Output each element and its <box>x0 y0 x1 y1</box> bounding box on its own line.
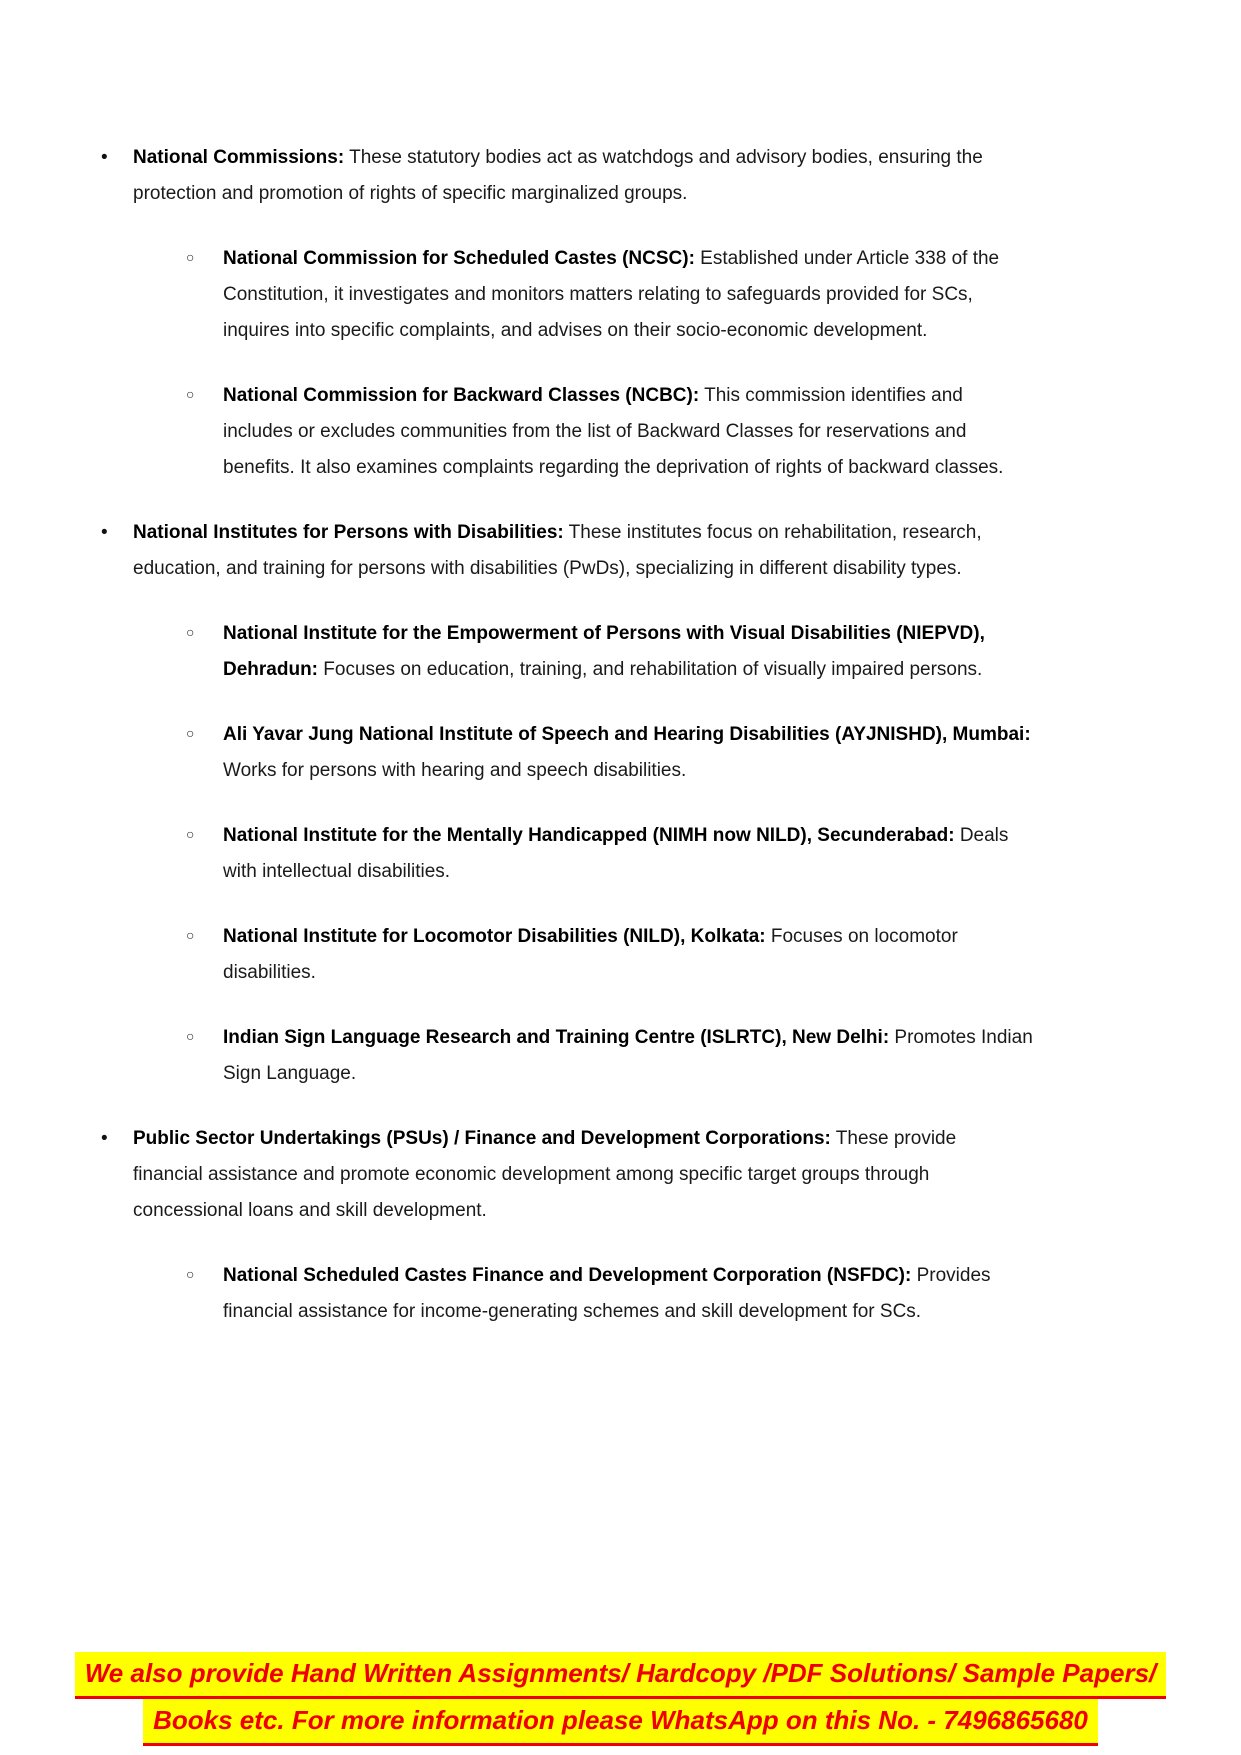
sub-list <box>0 1258 1241 1330</box>
promo-line-2: Books etc. For more information please WhatsApp on this No. - 7496865680 <box>143 1699 1098 1746</box>
sub-list-item <box>0 818 1241 890</box>
circle-bullet-icon: ○ <box>186 927 195 943</box>
item-description: Established under Article 338 of the Constitution, it investigates and monitors matters relating to safeguards provided for SCs, inquires into specific complaints, and advises on their socio-economic development. <box>223 248 1000 341</box>
paragraph <box>0 616 1241 688</box>
sub-list-item <box>0 1020 1241 1092</box>
item-description: These statutory bodies act as watchdogs and advisory bodies, ensuring the protection and promotion of rights of specific marginalized groups. <box>133 147 983 204</box>
circle-bullet-icon: ○ <box>186 1266 195 1282</box>
document-body <box>0 140 1241 1359</box>
item-description: These provide financial assistance and promote economic development among specific target groups through concessional loans and skill development. <box>133 1128 957 1221</box>
paragraph <box>0 919 1241 991</box>
sub-list-item <box>0 241 1241 349</box>
sub-list-item <box>0 378 1241 486</box>
sub-list <box>0 241 1241 486</box>
sub-list <box>0 616 1241 1092</box>
item-heading: National Institute for the Empowerment of Persons with Visual Disabilities (NIEPVD), Dehradun: <box>223 623 985 680</box>
circle-bullet-icon: ○ <box>186 624 195 640</box>
bullet-icon: • <box>101 147 108 168</box>
item-heading: National Scheduled Castes Finance and Development Corporation (NSFDC): <box>223 1265 912 1286</box>
paragraph <box>0 515 1241 587</box>
sub-list-item <box>0 616 1241 688</box>
item-heading: Public Sector Undertakings (PSUs) / Finance and Development Corporations: <box>133 1128 831 1149</box>
paragraph <box>0 1258 1241 1330</box>
circle-bullet-icon: ○ <box>186 249 195 265</box>
sub-list-item <box>0 919 1241 991</box>
sub-list-item <box>0 717 1241 789</box>
item-description: These institutes focus on rehabilitation, research, education, and training for persons with disabilities (PwDs), specializing in different disability types. <box>133 522 982 579</box>
item-heading: National Institutes for Persons with Disabilities: <box>133 522 564 543</box>
paragraph <box>0 818 1241 890</box>
paragraph <box>0 717 1241 789</box>
circle-bullet-icon: ○ <box>186 1028 195 1044</box>
item-description: Promotes Indian Sign Language. <box>223 1027 1033 1084</box>
list-item <box>0 515 1241 1092</box>
sub-list-item <box>0 1258 1241 1330</box>
item-description: Deals with intellectual disabilities. <box>223 825 1009 882</box>
bullet-icon: • <box>101 1128 108 1149</box>
item-heading: Indian Sign Language Research and Training Centre (ISLRTC), New Delhi: <box>223 1027 890 1048</box>
item-description: Focuses on education, training, and rehabilitation of visually impaired persons. <box>318 659 983 680</box>
promo-banner <box>0 1652 1241 1746</box>
paragraph <box>0 1121 1241 1229</box>
list-item <box>0 140 1241 486</box>
doc-list <box>0 140 1241 1330</box>
paragraph <box>0 241 1241 349</box>
item-description: Focuses on locomotor disabilities. <box>223 926 958 983</box>
list-item <box>0 1121 1241 1330</box>
item-description: Provides financial assistance for income-generating schemes and skill development for SCs. <box>223 1265 991 1322</box>
promo-line-1: We also provide Hand Written Assignments/ Hardcopy /PDF Solutions/ Sample Papers/ <box>75 1652 1167 1699</box>
item-heading: National Institute for Locomotor Disabilities (NILD), Kolkata: <box>223 926 766 947</box>
bullet-icon: • <box>101 522 108 543</box>
item-heading: Ali Yavar Jung National Institute of Speech and Hearing Disabilities (AYJNISHD), Mumbai: <box>223 724 1031 745</box>
item-description: This commission identifies and includes or excludes communities from the list of Backward Classes for reservations and benefits. It also examines complaints regarding the deprivation of rights of backward classes. <box>223 385 1004 478</box>
circle-bullet-icon: ○ <box>186 725 195 741</box>
item-heading: National Commission for Backward Classes (NCBC): <box>223 385 700 406</box>
item-heading: National Commissions: <box>133 147 345 168</box>
circle-bullet-icon: ○ <box>186 826 195 842</box>
item-heading: National Commission for Scheduled Castes (NCSC): <box>223 248 695 269</box>
item-description: Works for persons with hearing and speech disabilities. <box>223 760 687 781</box>
paragraph <box>0 1020 1241 1092</box>
paragraph <box>0 378 1241 486</box>
item-heading: National Institute for the Mentally Handicapped (NIMH now NILD), Secunderabad: <box>223 825 955 846</box>
paragraph <box>0 140 1241 212</box>
circle-bullet-icon: ○ <box>186 386 195 402</box>
